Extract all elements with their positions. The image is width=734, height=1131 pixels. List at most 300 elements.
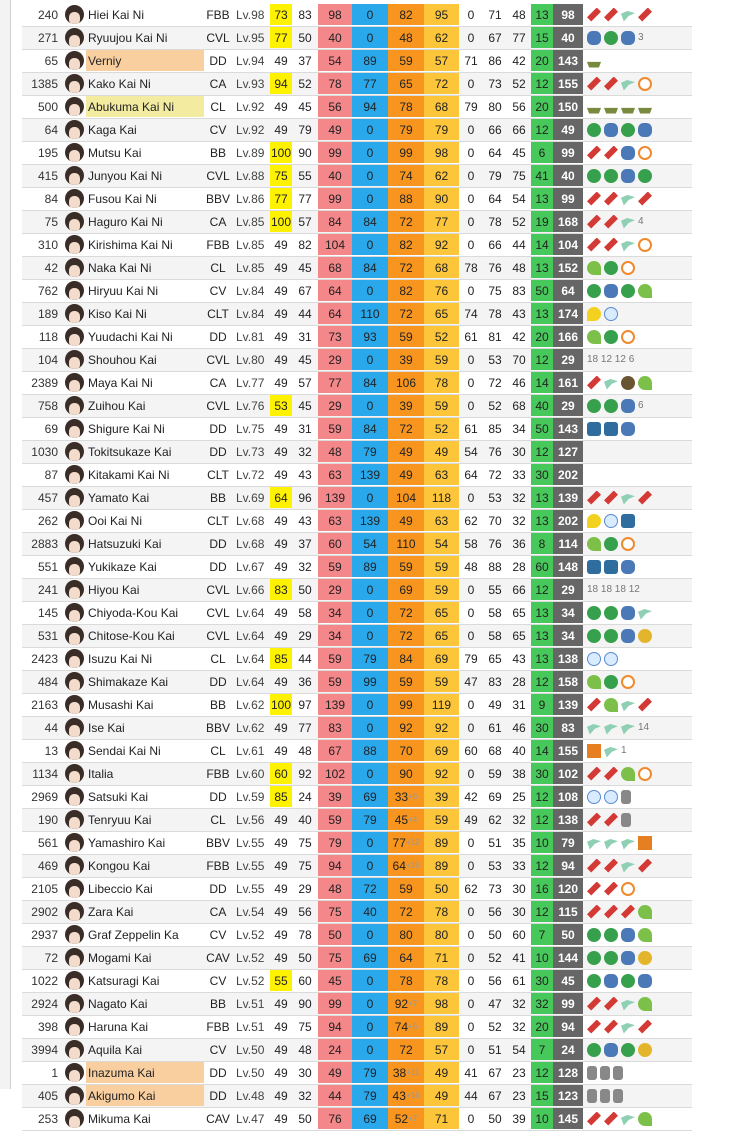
- ship-name[interactable]: Hatsuzuki Kai: [88, 536, 162, 551]
- hp-stat: 37: [298, 536, 312, 551]
- ship-row[interactable]: [22, 96, 692, 119]
- equipment-red-icon[interactable]: [604, 8, 618, 22]
- equipment-red-icon[interactable]: [587, 813, 601, 827]
- equipment-green-icon[interactable]: [587, 169, 601, 183]
- ship-row[interactable]: [22, 1085, 692, 1108]
- ship-name[interactable]: Hiei Kai Ni: [88, 7, 145, 22]
- hp-stat: 75: [298, 858, 312, 873]
- ship-name[interactable]: Hiyou Kai: [88, 582, 140, 597]
- equipment-green-icon[interactable]: [621, 284, 635, 298]
- equipment-gray-icon[interactable]: [621, 790, 631, 804]
- ship-name[interactable]: Graf Zeppelin Ka: [88, 927, 179, 942]
- los-stat: 32: [512, 812, 526, 827]
- ship-name[interactable]: Yukikaze Kai: [88, 559, 157, 574]
- equipment-red-icon[interactable]: [604, 1020, 618, 1034]
- equipment-red-icon[interactable]: [604, 859, 618, 873]
- equipment-green-icon[interactable]: [604, 606, 618, 620]
- equipment-red-icon[interactable]: [587, 1020, 601, 1034]
- equipment-olive-icon[interactable]: [638, 100, 652, 114]
- ship-row[interactable]: [22, 211, 692, 234]
- ship-row[interactable]: [22, 441, 692, 464]
- ship-row[interactable]: [22, 119, 692, 142]
- equipment-grn2-icon[interactable]: [638, 997, 652, 1011]
- equipment-green-icon[interactable]: [587, 399, 601, 413]
- equipment-teal-icon[interactable]: [621, 721, 635, 735]
- evasion-stat: 64: [488, 191, 502, 206]
- equipment-navy-icon[interactable]: [604, 1043, 618, 1057]
- ship-row[interactable]: [22, 556, 692, 579]
- armor-stat: 78: [424, 901, 459, 922]
- firepower-stat: 56: [318, 96, 352, 117]
- equipment-green-icon[interactable]: [638, 169, 652, 183]
- equipment-teal-icon[interactable]: [621, 836, 635, 850]
- ship-id: 469: [37, 858, 58, 873]
- equipment-green-icon[interactable]: [621, 974, 635, 988]
- equipment-green-icon[interactable]: [587, 974, 601, 988]
- equipment-green-icon[interactable]: [604, 330, 618, 344]
- ship-row[interactable]: [22, 993, 692, 1016]
- ship-id: 762: [37, 283, 58, 298]
- ship-name[interactable]: Kirishima Kai Ni: [88, 237, 173, 252]
- equipment-red-icon[interactable]: [604, 215, 618, 229]
- ship-row[interactable]: [22, 234, 692, 257]
- equipment-teal-icon[interactable]: [621, 215, 635, 229]
- equipment-ltblue-icon[interactable]: [604, 652, 618, 666]
- equipment-grn2-icon[interactable]: [587, 675, 601, 689]
- equipment-red-icon[interactable]: [587, 146, 601, 160]
- total-stat: 202: [553, 464, 583, 485]
- equipment-green-icon[interactable]: [621, 123, 635, 137]
- equipment-teal-icon[interactable]: [604, 744, 618, 758]
- equipment-navy-icon[interactable]: [621, 629, 635, 643]
- equipment-teal-icon[interactable]: [621, 1112, 635, 1126]
- equipment-gray-icon[interactable]: [600, 1066, 610, 1080]
- ship-name[interactable]: Ise Kai: [88, 720, 125, 735]
- equipment-green-icon[interactable]: [587, 123, 601, 137]
- equipment-green-icon[interactable]: [604, 675, 618, 689]
- equipment-green-icon[interactable]: [587, 606, 601, 620]
- ship-row[interactable]: [22, 1039, 692, 1062]
- equipment-orng2-icon[interactable]: [587, 744, 601, 758]
- ship-name[interactable]: Chitose-Kou Kai: [88, 628, 175, 643]
- equipment-orange-icon[interactable]: [638, 767, 652, 781]
- ship-row[interactable]: [22, 694, 692, 717]
- ship-row[interactable]: [22, 395, 692, 418]
- ship-row[interactable]: [22, 188, 692, 211]
- equipment-teal-icon[interactable]: [621, 192, 635, 206]
- equipment-red-icon[interactable]: [638, 491, 652, 505]
- ship-type: DD: [209, 1088, 227, 1103]
- ship-name[interactable]: Katsuragi Kai: [88, 973, 160, 988]
- ship-name[interactable]: Musashi Kai: [88, 697, 154, 712]
- equipment-grn2-icon[interactable]: [604, 698, 618, 712]
- equipment-gold-icon[interactable]: [638, 1043, 652, 1057]
- ship-name[interactable]: Yamashiro Kai: [88, 835, 166, 850]
- equipment-navy-icon[interactable]: [621, 31, 635, 45]
- equipment-green-icon[interactable]: [604, 629, 618, 643]
- ship-name[interactable]: Ryuujou Kai Ni: [88, 30, 168, 45]
- ship-name[interactable]: Sendai Kai Ni: [88, 743, 161, 758]
- equipment-red-icon[interactable]: [604, 997, 618, 1011]
- total-stat: 29: [553, 395, 583, 416]
- equipment-green-icon[interactable]: [587, 951, 601, 965]
- ship-type: DD: [209, 881, 227, 896]
- equipment-teal-icon[interactable]: [621, 1020, 635, 1034]
- ship-name[interactable]: Akigumo Kai: [86, 1085, 204, 1106]
- avatar-icon: [65, 28, 84, 47]
- equipment-navy-icon[interactable]: [621, 146, 635, 160]
- equipment-red-icon[interactable]: [638, 698, 652, 712]
- equipment-green-icon[interactable]: [604, 169, 618, 183]
- equipment-navy-icon[interactable]: [621, 399, 635, 413]
- ship-name[interactable]: Ooi Kai Ni: [88, 513, 143, 528]
- equipment-ltblue-icon[interactable]: [587, 652, 601, 666]
- ship-row[interactable]: [22, 50, 692, 73]
- equipment-teal-icon[interactable]: [621, 859, 635, 873]
- equipment-orange-icon[interactable]: [638, 77, 652, 91]
- equipment-teal-icon[interactable]: [621, 8, 635, 22]
- equipment-orng2-icon[interactable]: [638, 836, 652, 850]
- equipment-red-icon[interactable]: [587, 192, 601, 206]
- ship-name[interactable]: Zuihou Kai: [88, 398, 146, 413]
- ship-name[interactable]: Satsuki Kai: [88, 789, 149, 804]
- firepower-stat: 44: [318, 1085, 352, 1106]
- total-stat: 108: [553, 786, 583, 807]
- ship-row[interactable]: [22, 487, 692, 510]
- equipment-green-icon[interactable]: [587, 928, 601, 942]
- ship-row[interactable]: [22, 786, 692, 809]
- ship-row[interactable]: [22, 372, 692, 395]
- los-stat: 31: [512, 697, 526, 712]
- equipment-red-icon[interactable]: [604, 767, 618, 781]
- equipment-orange-icon[interactable]: [621, 537, 635, 551]
- ship-name[interactable]: Hiryuu Kai Ni: [88, 283, 159, 298]
- speed-stat: 32: [531, 993, 553, 1014]
- ship-row[interactable]: [22, 855, 692, 878]
- antiair-value: 48: [399, 30, 413, 45]
- ship-row[interactable]: [22, 970, 692, 993]
- equipment-green-icon[interactable]: [604, 951, 618, 965]
- equipment-grn2-icon[interactable]: [638, 928, 652, 942]
- equipment-olive-icon[interactable]: [587, 54, 601, 68]
- equipment-blue-icon[interactable]: [604, 560, 618, 574]
- equipment-teal-icon[interactable]: [621, 238, 635, 252]
- ship-name[interactable]: Kongou Kai: [88, 858, 151, 873]
- equipment-grn2-icon[interactable]: [638, 376, 652, 390]
- equipment-gold-icon[interactable]: [638, 629, 652, 643]
- equipment-teal-icon[interactable]: [587, 836, 601, 850]
- ship-name[interactable]: Nagato Kai: [88, 996, 148, 1011]
- equipment-ltblue-icon[interactable]: [604, 790, 618, 804]
- equipment-grn2-icon[interactable]: [587, 537, 601, 551]
- ship-row[interactable]: [22, 763, 692, 786]
- equipment-gray-icon[interactable]: [600, 1089, 610, 1103]
- equipment-red-icon[interactable]: [587, 698, 601, 712]
- equipment-grn2-icon[interactable]: [587, 261, 601, 275]
- equipment-red-icon[interactable]: [587, 767, 601, 781]
- equipment-gold-icon[interactable]: [638, 951, 652, 965]
- hp-stat: 79: [298, 122, 312, 137]
- ship-row[interactable]: [22, 740, 692, 763]
- equipment-red-icon[interactable]: [587, 77, 601, 91]
- ship-id: 241: [37, 582, 58, 597]
- equipment-teal-icon[interactable]: [604, 721, 618, 735]
- equipment-red-icon[interactable]: [604, 882, 618, 896]
- asw-stat: 42: [464, 789, 478, 804]
- ship-name[interactable]: Fusou Kai Ni: [88, 191, 157, 206]
- equipment-teal-icon[interactable]: [621, 698, 635, 712]
- equipment-red-icon[interactable]: [604, 238, 618, 252]
- equipment-grn2-icon[interactable]: [587, 330, 601, 344]
- ship-name[interactable]: Haruna Kai: [88, 1019, 149, 1034]
- ship-row[interactable]: [22, 142, 692, 165]
- equipment-teal-icon[interactable]: [621, 997, 635, 1011]
- equipment-gray-icon[interactable]: [587, 1089, 597, 1103]
- equipment-olive-icon[interactable]: [621, 100, 635, 114]
- equipment-red-icon[interactable]: [604, 77, 618, 91]
- equipment-blue-icon[interactable]: [604, 422, 618, 436]
- equipment-red-icon[interactable]: [587, 905, 601, 919]
- ship-row[interactable]: [22, 1108, 692, 1131]
- ship-row[interactable]: [22, 257, 692, 280]
- antiair-stat: [388, 165, 424, 186]
- ship-name[interactable]: Mikuma Kai: [88, 1111, 151, 1126]
- ship-name[interactable]: Shigure Kai Ni: [88, 421, 165, 436]
- equipment-gray-icon[interactable]: [621, 813, 631, 827]
- equipment-navy-icon[interactable]: [638, 123, 652, 137]
- antiair-stat: [388, 510, 424, 531]
- equipment-slots: [583, 1062, 665, 1083]
- equipment-green-icon[interactable]: [587, 1043, 601, 1057]
- ship-row[interactable]: [22, 717, 692, 740]
- equipment-navy-icon[interactable]: [621, 928, 635, 942]
- equipment-red-icon[interactable]: [587, 882, 601, 896]
- ship-avatar: [62, 1085, 86, 1106]
- equipment-red-icon[interactable]: [604, 192, 618, 206]
- equipment-grn2-icon[interactable]: [638, 284, 652, 298]
- ship-row[interactable]: [22, 947, 692, 970]
- ship-name[interactable]: Shimakaze Kai: [88, 674, 169, 689]
- equipment-navy-icon[interactable]: [638, 974, 652, 988]
- ship-name[interactable]: Kaga Kai: [88, 122, 137, 137]
- luck-stat: 49: [274, 421, 288, 436]
- ship-id: 2883: [31, 536, 58, 551]
- equipment-orange-icon[interactable]: [621, 261, 635, 275]
- equipment-red-icon[interactable]: [604, 813, 618, 827]
- ship-row[interactable]: [22, 510, 692, 533]
- equipment-orange-icon[interactable]: [621, 330, 635, 344]
- equipment-green-icon[interactable]: [604, 261, 618, 275]
- ship-row[interactable]: [22, 418, 692, 441]
- equipment-navy-icon[interactable]: [621, 606, 635, 620]
- ship-row[interactable]: [22, 1016, 692, 1039]
- ship-name[interactable]: Naka Kai Ni: [88, 260, 152, 275]
- ship-row[interactable]: [22, 924, 692, 947]
- ship-row[interactable]: [22, 165, 692, 188]
- ship-row[interactable]: [22, 832, 692, 855]
- equipment-grn2-icon[interactable]: [638, 905, 652, 919]
- evasion-stat: 53: [488, 490, 502, 505]
- equipment-red-icon[interactable]: [604, 491, 618, 505]
- equipment-teal-icon[interactable]: [621, 491, 635, 505]
- ship-name[interactable]: Shouhou Kai: [88, 352, 157, 367]
- antiair-value: 49: [399, 467, 413, 482]
- equipment-teal-icon[interactable]: [604, 836, 618, 850]
- equipment-blue-icon[interactable]: [587, 560, 601, 574]
- equipment-red-icon[interactable]: [587, 376, 601, 390]
- ship-row[interactable]: [22, 901, 692, 924]
- ship-row[interactable]: [22, 303, 692, 326]
- ship-row[interactable]: [22, 73, 692, 96]
- equipment-navy-icon[interactable]: [621, 951, 635, 965]
- ship-name[interactable]: Chiyoda-Kou Kai: [88, 605, 179, 620]
- equipment-orange-icon[interactable]: [621, 675, 635, 689]
- ship-name[interactable]: Isuzu Kai Ni: [88, 651, 153, 666]
- equipment-red-icon[interactable]: [638, 859, 652, 873]
- ship-name[interactable]: Aquila Kai: [88, 1042, 143, 1057]
- equipment-red-icon[interactable]: [604, 146, 618, 160]
- equipment-olive-icon[interactable]: [604, 100, 618, 114]
- asw-stat: 79: [464, 651, 478, 666]
- equipment-slots: [583, 303, 665, 324]
- ship-name[interactable]: Tenryuu Kai: [88, 812, 152, 827]
- equipment-green-icon[interactable]: [604, 31, 618, 45]
- equipment-teal-icon[interactable]: [604, 376, 618, 390]
- ship-row[interactable]: [22, 464, 692, 487]
- ship-name[interactable]: Abukuma Kai Ni: [86, 96, 204, 117]
- equipment-green-icon[interactable]: [604, 537, 618, 551]
- equipment-red-icon[interactable]: [587, 238, 601, 252]
- equipment-ltblue-icon[interactable]: [587, 790, 601, 804]
- equipment-teal-icon[interactable]: [587, 721, 601, 735]
- total-stat: 139: [553, 694, 583, 715]
- equipment-orange-icon[interactable]: [621, 882, 635, 896]
- luck-stat: 49: [274, 444, 288, 459]
- equipment-navy-icon[interactable]: [604, 123, 618, 137]
- equipment-green-icon[interactable]: [587, 284, 601, 298]
- evasion-stat: 61: [488, 720, 502, 735]
- equipment-red-icon[interactable]: [604, 905, 618, 919]
- equipment-navy-icon[interactable]: [621, 422, 635, 436]
- ship-name[interactable]: Mutsu Kai: [88, 145, 142, 160]
- armor-stat: 77: [424, 211, 459, 232]
- ship-name[interactable]: Kako Kai Ni: [88, 76, 151, 91]
- equipment-navy-icon[interactable]: [604, 974, 618, 988]
- equipment-teal-icon[interactable]: [621, 77, 635, 91]
- equipment-red-icon[interactable]: [587, 8, 601, 22]
- ship-row[interactable]: [22, 579, 692, 602]
- ship-row[interactable]: [22, 349, 692, 372]
- armor-stat: 65: [424, 625, 459, 646]
- equipment-red-icon[interactable]: [638, 192, 652, 206]
- equipment-yellow-icon[interactable]: [587, 307, 601, 321]
- ship-row[interactable]: [22, 4, 692, 27]
- equipment-red-icon[interactable]: [587, 859, 601, 873]
- ship-row[interactable]: [22, 533, 692, 556]
- ship-row[interactable]: [22, 625, 692, 648]
- ship-name[interactable]: Junyou Kai Ni: [88, 168, 163, 183]
- ship-row[interactable]: [22, 809, 692, 832]
- evasion-stat: 86: [488, 53, 502, 68]
- speed-stat: 12: [531, 671, 553, 692]
- equipment-red-icon[interactable]: [621, 905, 635, 919]
- hp-stat: 45: [298, 352, 312, 367]
- equipment-navy-icon[interactable]: [587, 31, 601, 45]
- equipment-olive-icon[interactable]: [587, 100, 601, 114]
- equipment-gray-icon[interactable]: [587, 1066, 597, 1080]
- ship-name[interactable]: Yuudachi Kai Ni: [88, 329, 173, 344]
- equipment-orange-icon[interactable]: [638, 238, 652, 252]
- equipment-red-icon[interactable]: [638, 1020, 652, 1034]
- equipment-grn2-icon[interactable]: [621, 767, 635, 781]
- ship-name[interactable]: Inazuma Kai: [86, 1062, 204, 1083]
- ship-name[interactable]: Mogami Kai: [88, 950, 152, 965]
- equipment-orange-icon[interactable]: [638, 146, 652, 160]
- ship-row[interactable]: [22, 602, 692, 625]
- equipment-navy-icon[interactable]: [604, 284, 618, 298]
- equipment-green-icon[interactable]: [604, 928, 618, 942]
- ship-name[interactable]: Zara Kai: [88, 904, 134, 919]
- equipment-red-icon[interactable]: [638, 8, 652, 22]
- speed-stat: 7: [531, 924, 553, 945]
- antiair-stat: [388, 717, 424, 738]
- equipment-red-icon[interactable]: [587, 997, 601, 1011]
- equipment-teal-icon[interactable]: [638, 606, 652, 620]
- equipment-ltblue-icon[interactable]: [604, 307, 618, 321]
- ship-name[interactable]: Yamato Kai: [88, 490, 150, 505]
- ship-row[interactable]: [22, 1062, 692, 1085]
- ship-name[interactable]: Verniy: [86, 50, 204, 71]
- ship-name[interactable]: Kiso Kai Ni: [88, 306, 147, 321]
- ship-name[interactable]: Kitakami Kai Ni: [88, 467, 170, 482]
- equipment-blue-icon[interactable]: [621, 514, 635, 528]
- equipment-green-icon[interactable]: [604, 399, 618, 413]
- equipment-blue-icon[interactable]: [587, 422, 601, 436]
- equipment-green-icon[interactable]: [621, 1043, 635, 1057]
- equipment-brown-icon[interactable]: [621, 376, 635, 390]
- equipment-gray-icon[interactable]: [613, 1066, 623, 1080]
- antiair-stat: [388, 142, 424, 163]
- ship-name[interactable]: Tokitsukaze Kai: [88, 444, 172, 459]
- ship-id: 190: [37, 812, 58, 827]
- equipment-navy-icon[interactable]: [621, 560, 635, 574]
- equipment-navy-icon[interactable]: [621, 169, 635, 183]
- ship-row[interactable]: [22, 878, 692, 901]
- ship-level: Lv.98: [236, 7, 265, 22]
- equipment-green-icon[interactable]: [587, 629, 601, 643]
- equipment-yellow-icon[interactable]: [587, 514, 601, 528]
- ship-row[interactable]: [22, 671, 692, 694]
- equipment-ltblue-icon[interactable]: [604, 514, 618, 528]
- armor-stat: 59: [424, 556, 459, 577]
- ship-name[interactable]: Haguro Kai Ni: [88, 214, 163, 229]
- ship-row[interactable]: [22, 280, 692, 303]
- ship-row[interactable]: [22, 326, 692, 349]
- equipment-red-icon[interactable]: [587, 1112, 601, 1126]
- torpedo-stat: 94: [352, 96, 388, 117]
- equipment-red-icon[interactable]: [587, 491, 601, 505]
- ship-row[interactable]: [22, 27, 692, 50]
- equipment-red-icon[interactable]: [587, 215, 601, 229]
- antiair-value: 92: [394, 996, 409, 1011]
- equipment-grn2-icon[interactable]: [638, 1112, 652, 1126]
- ship-name[interactable]: Maya Kai Ni: [88, 375, 153, 390]
- ship-row[interactable]: [22, 648, 692, 671]
- equipment-gray-icon[interactable]: [613, 1089, 623, 1103]
- ship-name[interactable]: Italia: [88, 766, 114, 781]
- ship-name[interactable]: Libeccio Kai: [88, 881, 153, 896]
- equipment-red-icon[interactable]: [604, 1112, 618, 1126]
